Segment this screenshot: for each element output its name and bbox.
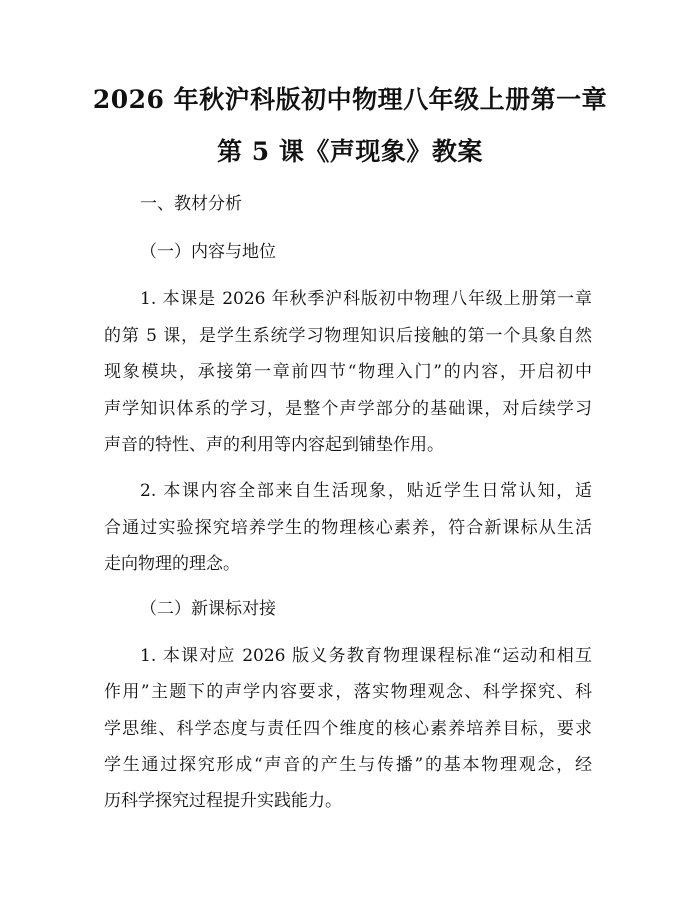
paragraph-3-line-4: 学生通过探究形成“声音的产生与传播”的基本物理观念，经 — [104, 755, 592, 775]
paragraph-3-line-5: 历科学探究过程提升实践能力。 — [104, 791, 342, 811]
paragraph-1-line-2: 的第 5 课，是学生系统学习物理知识后接触的第一个具象自然 — [104, 326, 592, 346]
paragraph-2-line-1: 2. 本课内容全部来自生活现象，贴近学生日常认知，适 — [140, 481, 592, 501]
paragraph-2-line-3: 走向物理的理念。 — [104, 554, 240, 574]
paragraph-1-line-5: 声音的特性、声的利用等内容起到铺垫作用。 — [104, 435, 444, 455]
section-heading-materials-analysis: 一、教材分析 — [140, 194, 242, 214]
paragraph-1-line-4: 声学知识体系的学习，是整个声学部分的基础课，对后续学习 — [104, 399, 592, 419]
paragraph-1-line-3: 现象模块，承接第一章前四节“物理入门”的内容，开启初中 — [104, 362, 592, 382]
paragraph-3-line-2: 作用”主题下的声学内容要求，落实物理观念、科学探究、科 — [104, 682, 592, 702]
subsection-heading-curriculum-standard: （二）新课标对接 — [140, 599, 276, 619]
document-title-line-1: 2026 年秋沪科版初中物理八年级上册第一章 — [92, 85, 608, 114]
subsection-heading-content-position: （一）内容与地位 — [140, 242, 276, 262]
paragraph-1-line-1: 1. 本课是 2026 年秋季沪科版初中物理八年级上册第一章 — [140, 289, 592, 309]
paragraph-2-line-2: 合通过实验探究培养学生的物理核心素养，符合新课标从生活 — [104, 518, 592, 538]
paragraph-3-line-1: 1. 本课对应 2026 版义务教育物理课程标准“运动和相互 — [140, 646, 592, 666]
paragraph-3-line-3: 学思维、科学态度与责任四个维度的核心素养培养目标，要求 — [104, 719, 592, 739]
document-title-line-2: 第 5 课《声现象》教案 — [217, 137, 483, 166]
